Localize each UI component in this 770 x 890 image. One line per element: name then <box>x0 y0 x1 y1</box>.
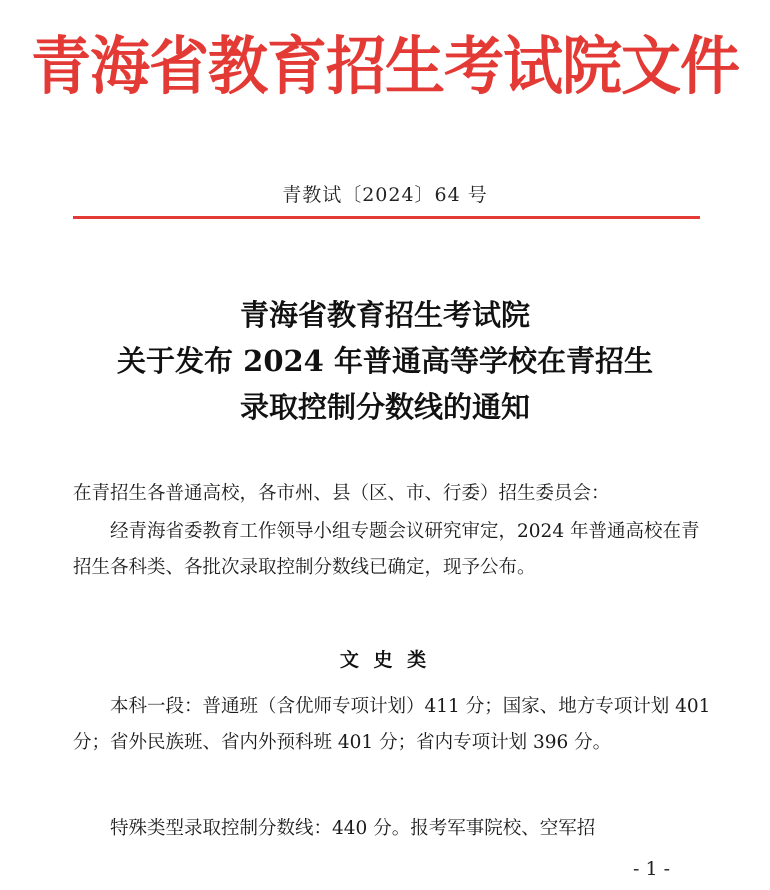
paragraph-intro: 经青海省委教育工作领导小组专题会议研究审定，2024 年普通高校在青招生各科类、各批次录取控制分数线已确定，现予公布。 <box>73 521 700 578</box>
notice-title-line-3: 录取控制分数线的通知 <box>239 390 530 424</box>
document-header-title: 青海省教育招生考试院文件 <box>31 30 739 104</box>
page-number: - 1 - <box>632 858 670 880</box>
notice-title-line-2: 关于发布 2024 年普通高等学校在青招生 <box>117 344 653 378</box>
red-divider-line <box>73 216 700 219</box>
notice-title-line-1: 青海省教育招生考试院 <box>239 298 530 332</box>
paragraph-special-type-scores: 特殊类型录取控制分数线：440 分。报考军事院校、空军招 <box>110 818 596 839</box>
notice-title <box>0 292 770 430</box>
document-number: 青教试〔2024〕64 号 <box>282 184 488 206</box>
addressee-line: 在青招生各普通高校，各市州、县（区、市、行委）招生委员会： <box>73 483 610 504</box>
section-heading-liberal-arts: 文 史 类 <box>339 649 431 671</box>
paragraph-tier-one-scores: 本科一段：普通班（含优师专项计划）411 分；国家、地方专项计划 401 分；省外民族班、省内外预科班 401 分；省内专项计划 396 分。 <box>73 696 711 753</box>
